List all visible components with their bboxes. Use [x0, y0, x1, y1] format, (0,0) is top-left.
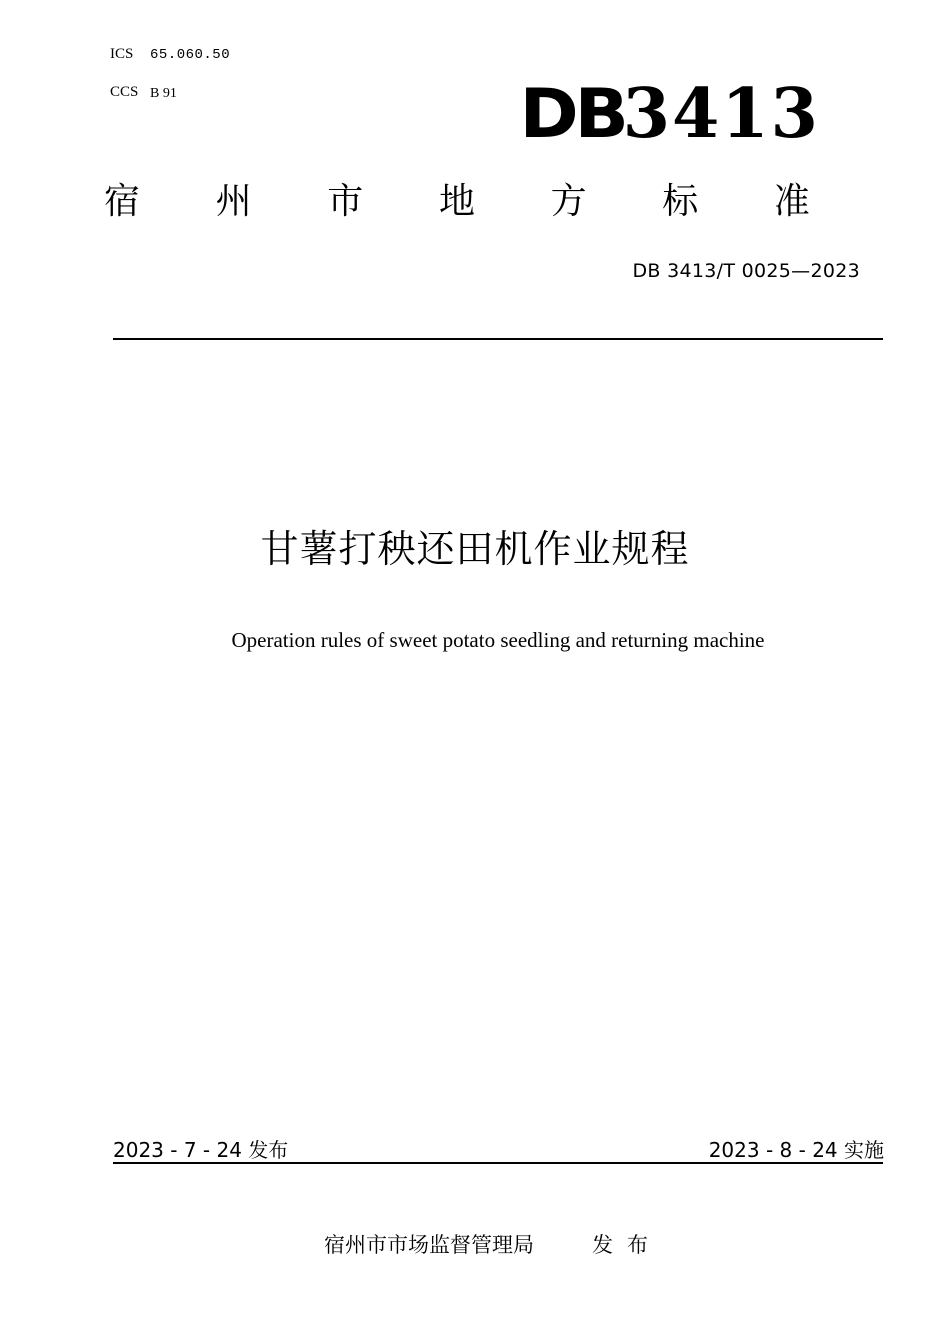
standard-type-char: 宿	[103, 181, 140, 222]
standard-type-char: 标	[662, 181, 699, 222]
implement-date: 2023 - 8 - 24 实施	[708, 1138, 884, 1162]
standard-number: DB 3413/T 0025—2023	[632, 260, 860, 282]
standard-type-char: 市	[327, 181, 364, 222]
standard-type-char: 准	[773, 181, 810, 222]
standard-type-char: 州	[215, 181, 252, 222]
publish-date: 2023 - 7 - 24 发布	[113, 1138, 289, 1162]
db-standard-code	[508, 74, 820, 154]
standard-type-char: 方	[550, 181, 587, 222]
standard-type-char: 地	[438, 181, 475, 222]
db-number: 3413	[622, 74, 820, 154]
db-prefix: DB	[519, 75, 626, 154]
top-divider	[113, 338, 883, 340]
bottom-divider	[113, 1162, 883, 1164]
document-title-english: Operation rules of sweet potato seedling and returning machine	[231, 628, 765, 652]
document-title-chinese: 甘薯打秧还田机作业规程	[260, 527, 690, 571]
issuing-authority: 宿州市市场监督管理局	[324, 1233, 534, 1257]
ccs-code: B 91	[150, 86, 177, 101]
ccs-label: CCS	[110, 84, 139, 100]
ics-code: 65.060.50	[150, 47, 231, 63]
ics-label: ICS	[110, 46, 134, 62]
issuer-action: 发布	[592, 1233, 662, 1257]
standard-type-heading	[102, 181, 812, 222]
